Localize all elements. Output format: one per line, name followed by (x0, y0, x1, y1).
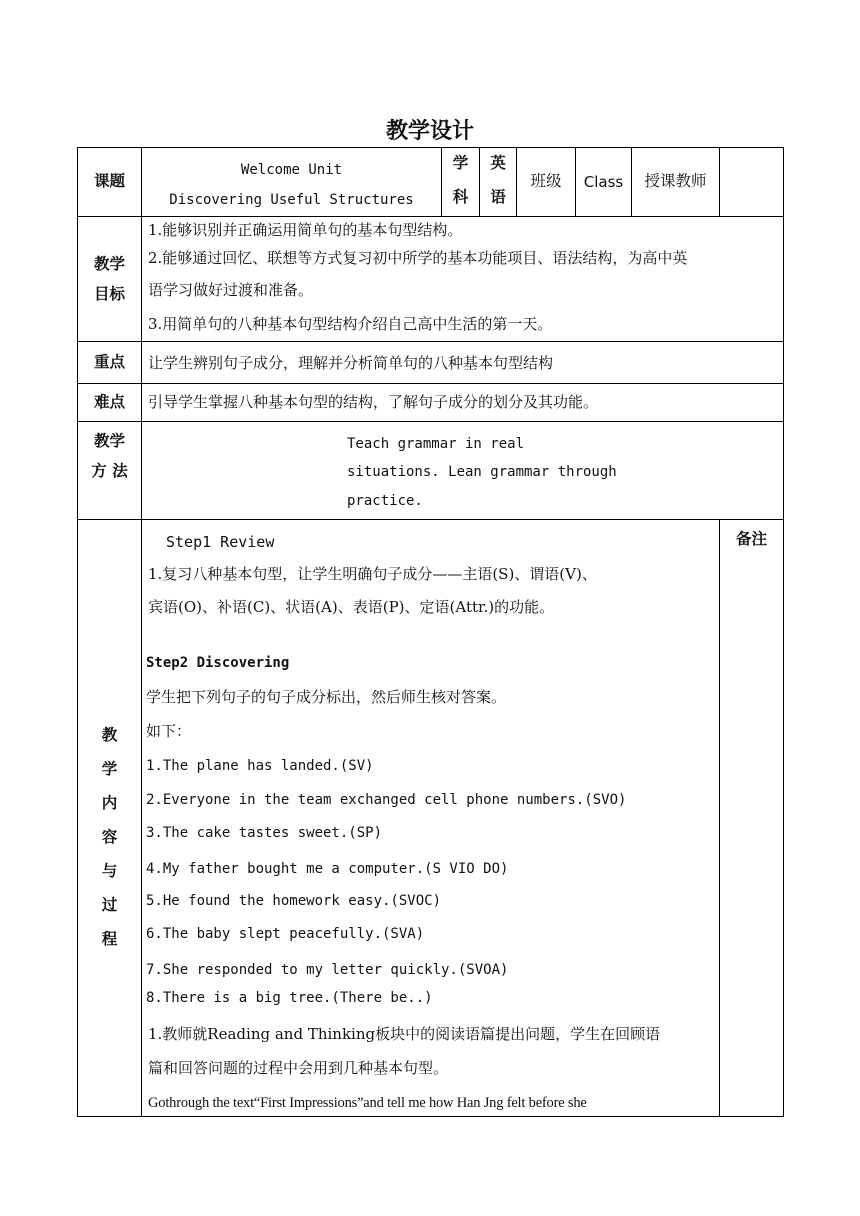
subject-label: 学 科 (452, 154, 469, 206)
topic-line1: Welcome Unit (240, 162, 343, 178)
notes-label: 备注 (735, 530, 767, 548)
methods-label: 教学 方 法 (91, 432, 128, 480)
step1-line: 1.复习八种基本句型，让学生明确句子成分——主语(S)、谓语(V)、 (148, 565, 597, 583)
objective-line: 2.能够通过回忆、联想等方式复习初中所学的基本功能项目、语法结构，为高中英 (148, 249, 688, 267)
step2-ru: 如下： (146, 722, 192, 740)
process-label: 教 学 内 容 与 过 程 (101, 726, 118, 948)
page-title: 教学设计 (385, 119, 474, 144)
step2-intro: 学生把下列句子的句子成分标出，然后师生核对答案。 (146, 688, 507, 706)
step1-line: 宾语(O)、补语(C)、状语(A)、表语(P)、定语(Attr.)的功能。 (148, 598, 555, 616)
reading-line: 篇和回答问题的过程中会用到几种基本句型。 (148, 1059, 449, 1077)
reading-line: Gothrough the text“First Impressions”and tell me how Han Jng felt before she (148, 1095, 587, 1111)
topic-value (142, 148, 441, 216)
methods-content (142, 422, 783, 519)
class-label: 班级 (530, 172, 562, 191)
sentence-item: 4.My father bought me a computer.(S VIO DO) (146, 861, 509, 877)
topic-label: 课题 (93, 172, 125, 191)
step2-title: Step2 Discovering (146, 655, 290, 671)
method-line: Teach grammar in real (347, 436, 525, 452)
sentence-item: 8.There is a big tree.(There be..) (146, 990, 433, 1006)
sentence-item: 6.The baby slept peacefully.(SVA) (146, 926, 425, 942)
process-content (142, 520, 719, 1116)
teacher-label: 授课教师 (644, 172, 707, 191)
sentence-item: 1.The plane has landed.(SV) (146, 758, 374, 774)
teacher-value (720, 148, 783, 216)
objective-line: 1.能够识别并正确运用简单句的基本句型结构。 (148, 221, 463, 239)
sentence-item: 3.The cake tastes sweet.(SP) (146, 825, 383, 841)
objectives-content (142, 217, 783, 341)
reading-line: 1.教师就Reading and Thinking板块中的阅读语篇提出问题，学生在回顾语 (148, 1025, 661, 1043)
key-points-content: 让学生辨别句子成分，理解并分析简单句的八种基本句型结构 (148, 354, 554, 372)
method-line: practice. (347, 493, 423, 509)
difficulties-label: 难点 (93, 392, 125, 411)
method-line: situations. Lean grammar through (347, 464, 617, 480)
class-value: Class (583, 172, 624, 191)
objective-line: 语学习做好过渡和准备。 (148, 281, 314, 299)
difficulties-content: 引导学生掌握八种基本句型的结构，了解句子成分的划分及其功能。 (148, 393, 599, 411)
key-points-label: 重点 (93, 352, 125, 371)
subject-value: 英 语 (490, 154, 506, 206)
sentence-item: 7.She responded to my letter quickly.(SVOA) (146, 962, 509, 978)
step1-title: Step1 Review (166, 533, 275, 551)
objective-line: 3.用简单句的八种基本句型结构介绍自己高中生活的第一天。 (148, 315, 553, 333)
sentence-item: 5.He found the homework easy.(SVOC) (146, 893, 442, 909)
sentence-item: 2.Everyone in the team exchanged cell phone numbers.(SVO) (146, 792, 627, 808)
objectives-label: 教学 目标 (93, 255, 125, 303)
topic-line2: Discovering Useful Structures (169, 192, 414, 208)
